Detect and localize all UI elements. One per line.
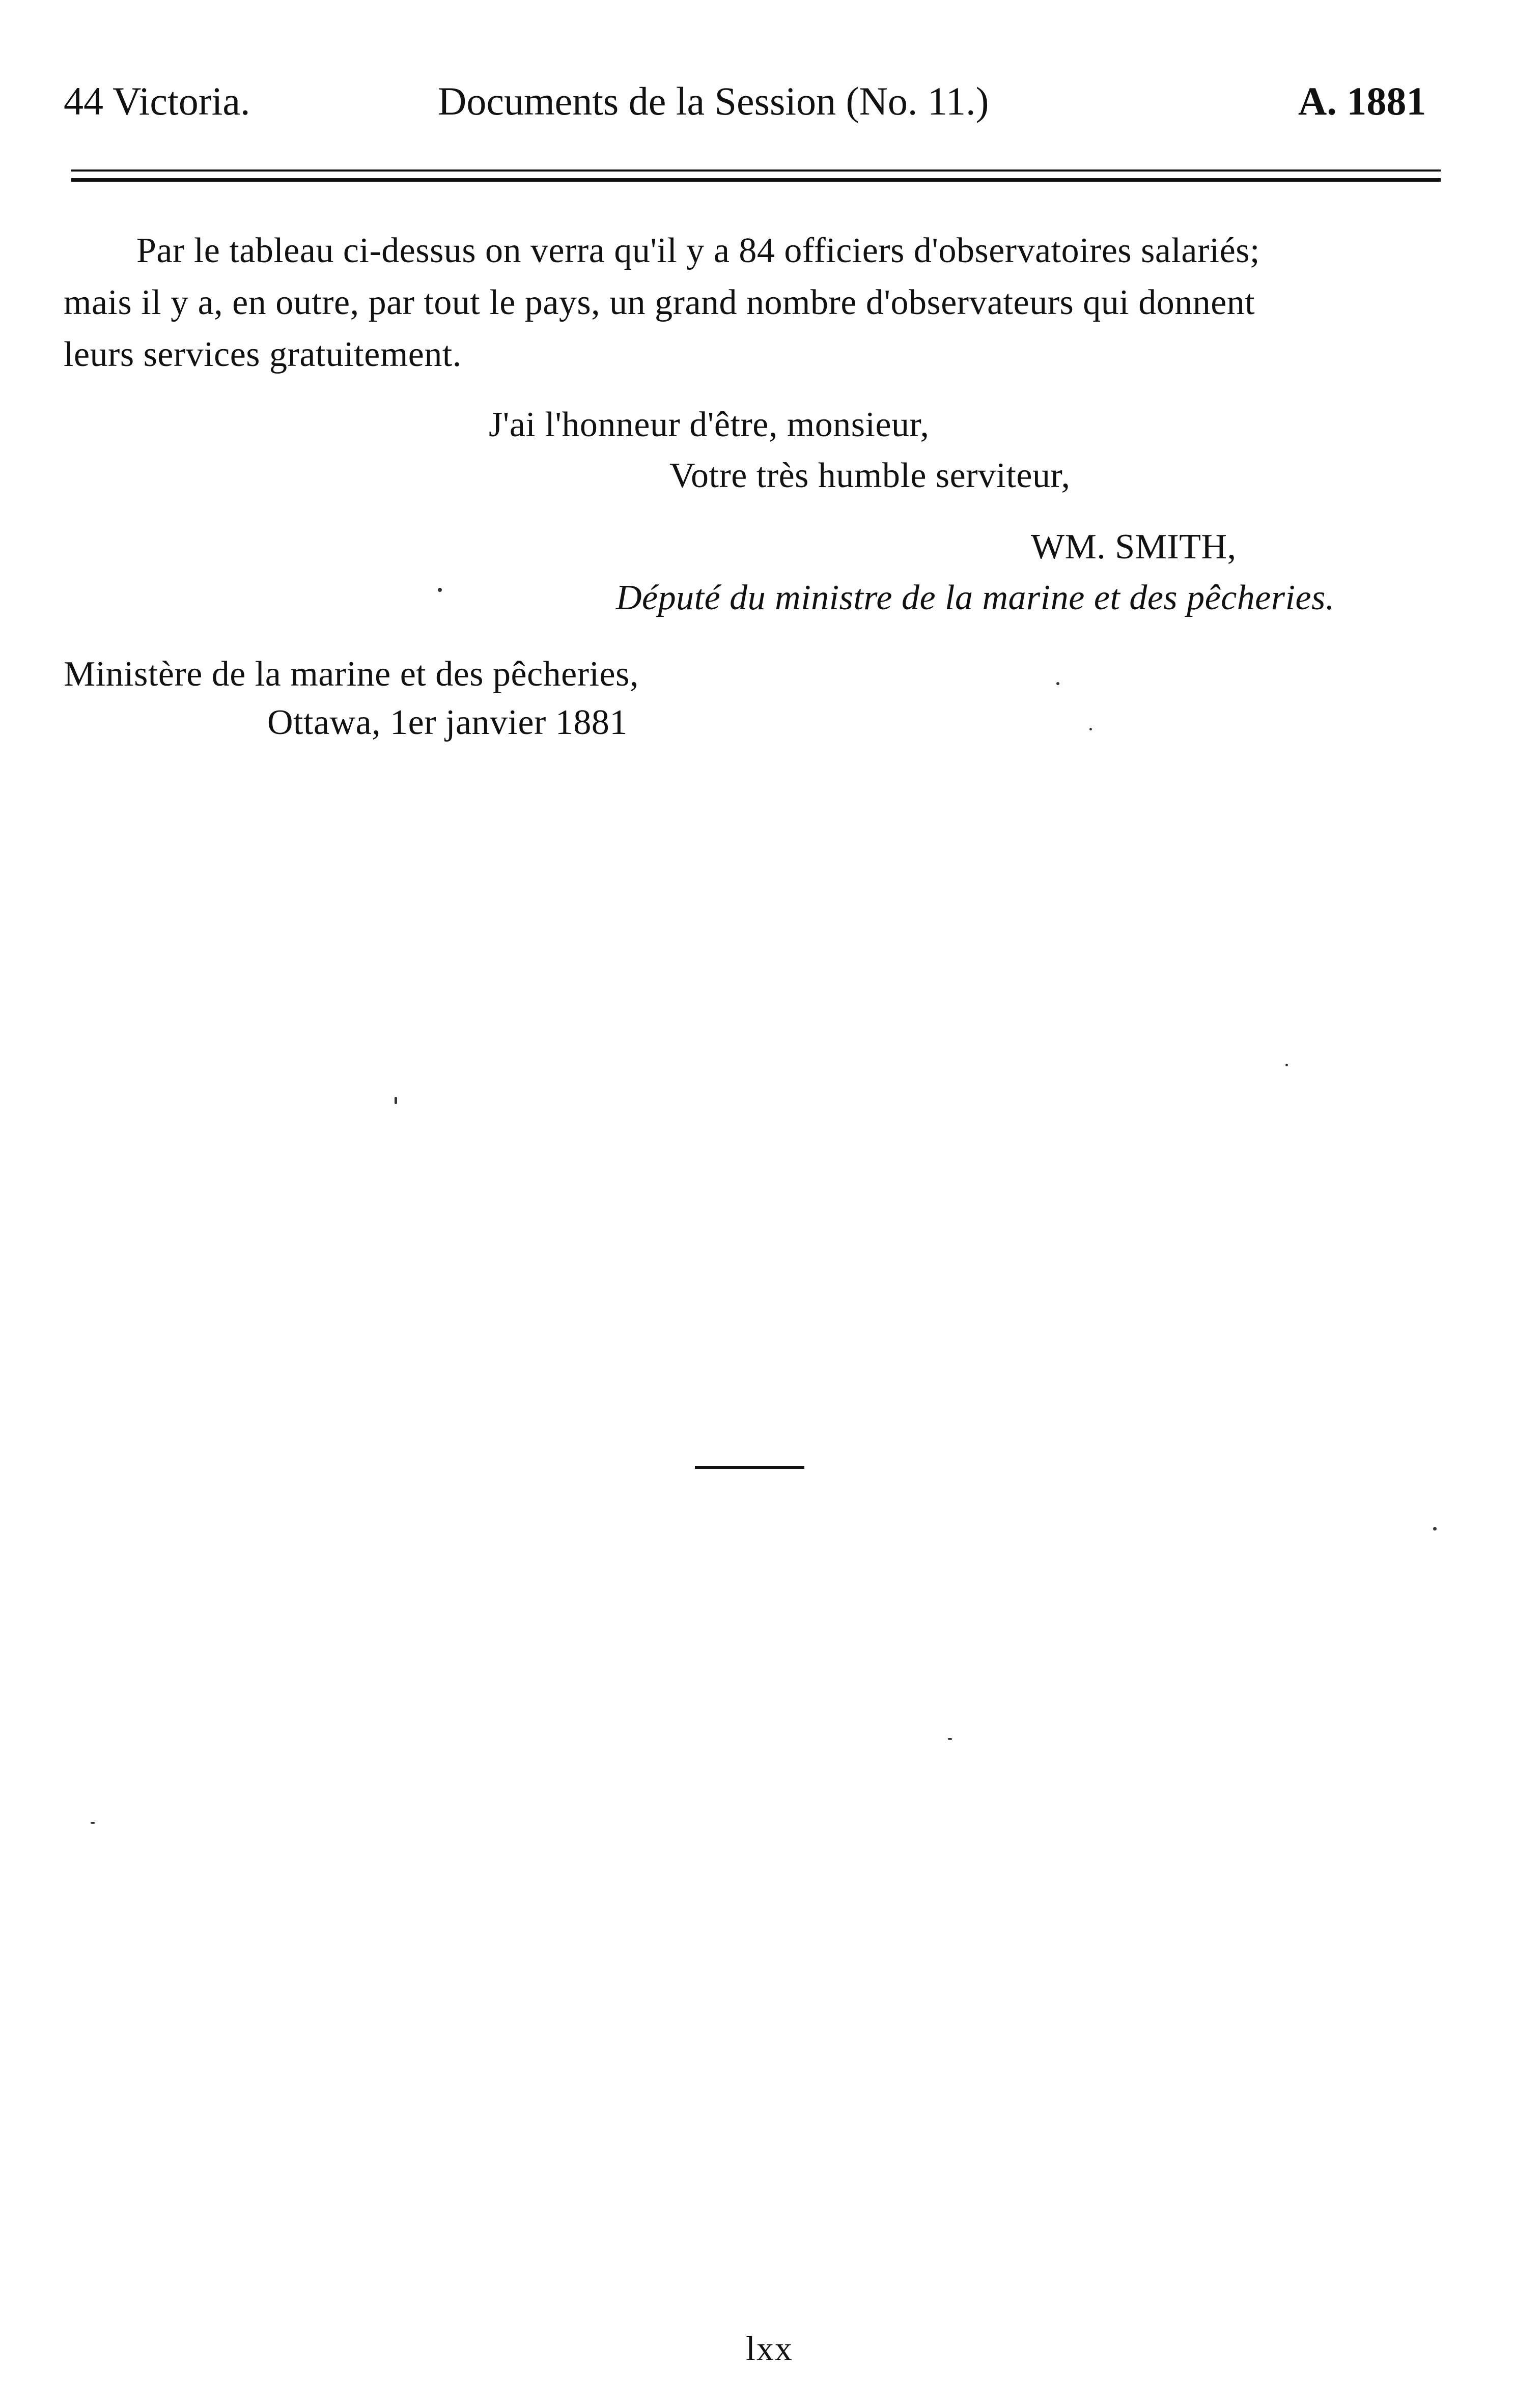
paper-speck xyxy=(1433,1527,1437,1531)
header-volume: 44 Victoria. xyxy=(64,79,250,123)
page-number: lxx xyxy=(746,2329,793,2368)
signature-title: Député du ministre de la marine et des pêcheries. xyxy=(616,578,1335,617)
paper-speck xyxy=(948,1738,952,1740)
paper-speck xyxy=(1285,1064,1288,1066)
closing-line-2: Votre très humble serviteur, xyxy=(669,456,1071,495)
closing-line-1: J'ai l'honneur d'être, monsieur, xyxy=(489,405,930,444)
header-rule-top xyxy=(71,169,1441,172)
place-line-1: Ministère de la marine et des pêcheries, xyxy=(64,655,639,694)
paragraph-line-1: Par le tableau ci-dessus on verra qu'il y a 84 officiers d'observatoires salariés; xyxy=(136,231,1260,270)
paper-speck xyxy=(91,1822,95,1824)
header-title: Documents de la Session (No. 11.) xyxy=(438,79,989,123)
paper-speck xyxy=(1056,682,1059,685)
header-year: A. 1881 xyxy=(1298,79,1426,123)
paragraph-line-2: mais il y a, en outre, par tout le pays, un grand nombre d'observateurs qui donnent xyxy=(64,283,1255,322)
paper-speck xyxy=(438,588,442,592)
paper-speck xyxy=(1089,728,1092,730)
paper-speck xyxy=(395,1097,397,1104)
section-divider xyxy=(695,1466,804,1469)
signature-name: WM. SMITH, xyxy=(1031,527,1237,566)
paragraph-line-3: leurs services gratuitement. xyxy=(64,335,462,374)
place-line-2: Ottawa, 1er janvier 1881 xyxy=(267,703,628,742)
header-rule-bottom xyxy=(71,178,1441,182)
